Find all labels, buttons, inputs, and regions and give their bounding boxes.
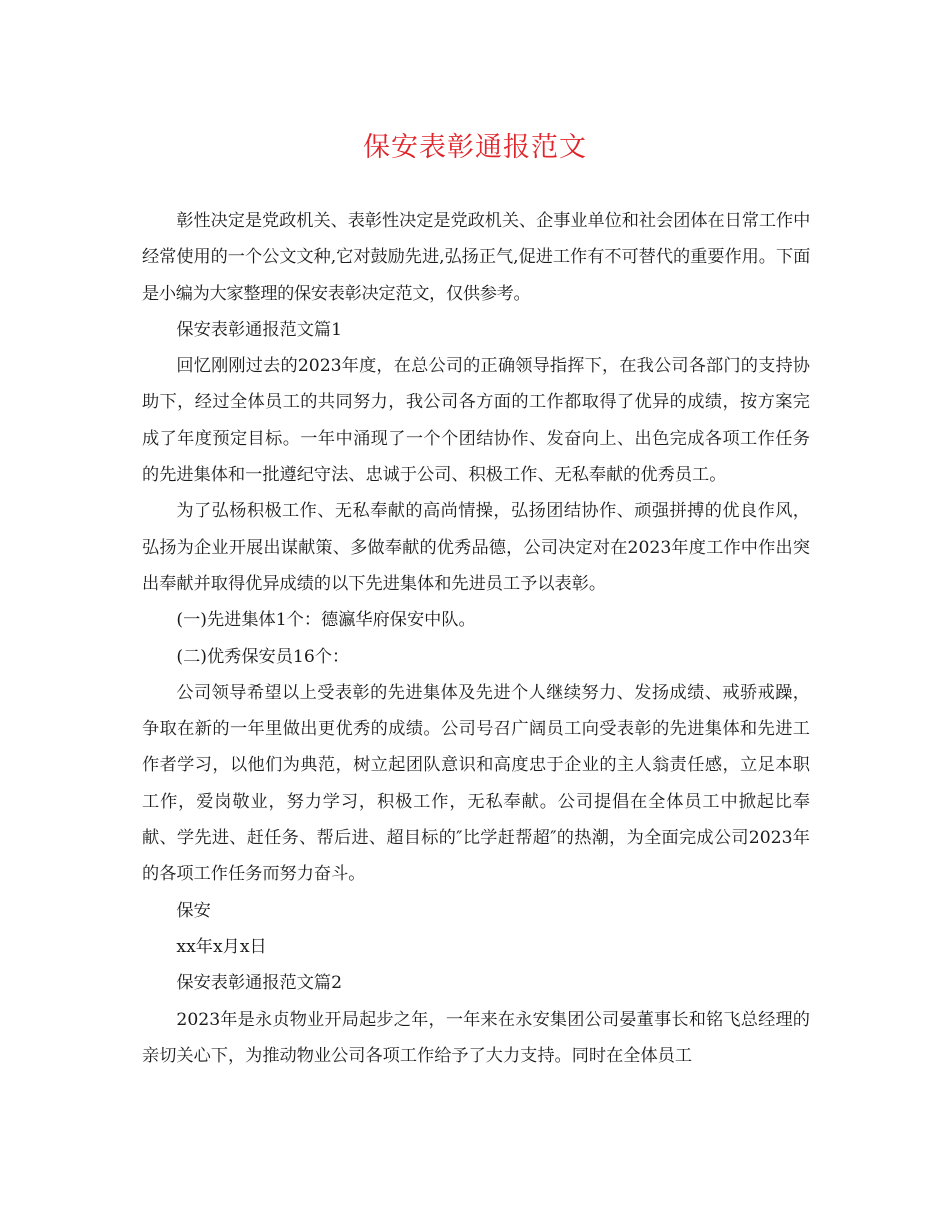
body-paragraph: 公司领导希望以上受表彰的先进集体及先进个人继续努力、发扬成绩、戒骄戒躁，争取在新的一年里做出更优秀的成绩。公司号召广阔员工向受表彰的先进集体和先进工作者学习，以他们为典范，树立起团队意识和高度忠于企业的主人翁责任感，立足本职工作，爱岗敬业，努力学习，积极工作，无私奉献。公司提倡在全体员工中掀起比奉献、学先进、赶任务、帮后进、超目标的″比学赶帮超″的热潮，为全面完成公司2023年的各项工作任务而努力奋斗。	[142, 682, 810, 885]
list-item-guards: (二)优秀保安员16个：	[176, 646, 350, 667]
signature-org: 保安	[176, 900, 211, 921]
section-heading-1: 保安表彰通报范文篇1	[176, 319, 343, 340]
intro-paragraph: 彰性决定是党政机关、表彰性决定是党政机关、企事业单位和社会团体在日常工作中经常使用的一个公文文种,它对鼓励先进,弘扬正气,促进工作有不可替代的重要作用。下面是小编为大家整理的保安表彰决定范文，仅供参考。	[142, 211, 810, 304]
body-paragraph: 2023年是永贞物业开局起步之年，一年来在永安集团公司晏董事长和铭飞总经理的亲切关心下，为推动物业公司各项工作给予了大力支持。同时在全体员工	[142, 1009, 810, 1066]
list-item-collective: (一)先进集体1个：德瀛华府保安中队。	[176, 610, 476, 631]
section-heading-2: 保安表彰通报范文篇2	[176, 973, 343, 994]
body-paragraph: 为了弘杨积极工作、无私奉献的高尚情操，弘扬团结协作、顽强拼搏的优良作风，弘扬为企业开展出谋献策、多做奉献的优秀品德，公司决定对在2023年度工作中作出突出奉献并取得优异成绩的以下先进集体和先进员工予以表彰。	[142, 501, 810, 594]
signature-date: xx年x月x日	[176, 936, 267, 957]
document-body	[142, 203, 810, 1074]
body-paragraph: 回忆刚刚过去的2023年度，在总公司的正确领导指挥下，在我公司各部门的支持协助下，经过全体员工的共同努力，我公司各方面的工作都取得了优异的成绩，按方案完成了年度预定目标。一年中涌现了一个个团结协作、发奋向上、出色完成各项工作任务的先进集体和一批遵纪守法、忠诚于公司、积极工作、无私奉献的优秀员工。	[142, 356, 810, 486]
document-title: 保安表彰通报范文	[363, 132, 587, 163]
